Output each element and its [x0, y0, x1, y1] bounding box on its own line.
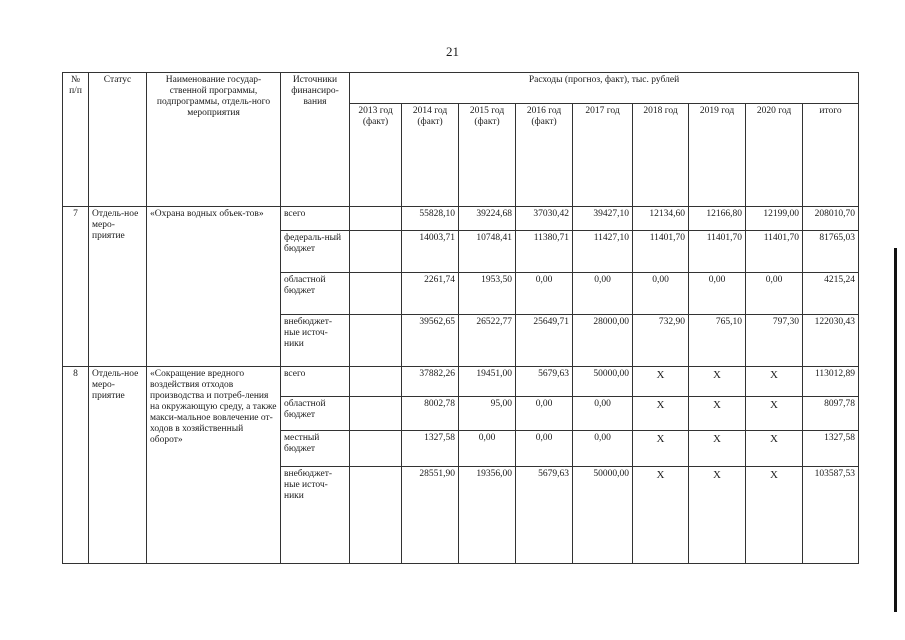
value-cell: 765,10 — [689, 315, 746, 367]
value-cell: 0,00 — [516, 431, 573, 467]
value-cell: 1327,58 — [402, 431, 459, 467]
value-cell: 11380,71 — [516, 231, 573, 273]
row-status: Отдель-ное меро-приятие — [89, 207, 147, 367]
value-cell: X — [689, 431, 746, 467]
row-source: областной бюджет — [281, 273, 350, 315]
value-cell: 39427,10 — [573, 207, 633, 231]
value-cell: 19451,00 — [459, 367, 516, 397]
value-cell: X — [689, 467, 746, 564]
value-cell: 0,00 — [573, 431, 633, 467]
value-cell — [350, 467, 402, 564]
value-cell: 25649,71 — [516, 315, 573, 367]
value-cell: 28000,00 — [573, 315, 633, 367]
value-cell: X — [689, 367, 746, 397]
value-cell: 11401,70 — [633, 231, 689, 273]
value-cell: 2261,74 — [402, 273, 459, 315]
value-cell: X — [633, 367, 689, 397]
row-program-name: «Сокращение вредного воздействия отходов производства и потреб-ления на окружающую среду, а также макси-мальное вовлечение от-ходов в хозяйственный оборот» — [147, 367, 281, 564]
row-source: внебюджет-ные источ-ники — [281, 467, 350, 564]
table-row — [63, 207, 859, 231]
budget-table — [62, 72, 859, 564]
value-cell: 39224,68 — [459, 207, 516, 231]
year-header: 2019 год — [689, 104, 746, 207]
value-cell: 11401,70 — [689, 231, 746, 273]
total-cell: 103587,53 — [803, 467, 859, 564]
value-cell: 10748,41 — [459, 231, 516, 273]
value-cell: 11427,10 — [573, 231, 633, 273]
row-source: федераль-ный бюджет — [281, 231, 350, 273]
row-number: 7 — [63, 207, 89, 367]
value-cell: 0,00 — [573, 273, 633, 315]
value-cell: X — [689, 397, 746, 431]
col-num-header: № п/п — [63, 73, 89, 207]
value-cell: X — [633, 431, 689, 467]
value-cell: 12134,60 — [633, 207, 689, 231]
value-cell: X — [746, 397, 803, 431]
year-header: 2020 год — [746, 104, 803, 207]
value-cell: 50000,00 — [573, 467, 633, 564]
value-cell: 19356,00 — [459, 467, 516, 564]
value-cell: 732,90 — [633, 315, 689, 367]
total-cell: 81765,03 — [803, 231, 859, 273]
total-cell: 122030,43 — [803, 315, 859, 367]
total-header: итого — [803, 104, 859, 207]
table-row — [63, 367, 859, 397]
row-source: внебюджет-ные источ-ники — [281, 315, 350, 367]
col-source-header: Источники финансиро-вания — [281, 73, 350, 207]
year-header: 2015 год (факт) — [459, 104, 516, 207]
value-cell: X — [746, 431, 803, 467]
value-cell: 0,00 — [516, 397, 573, 431]
value-cell: 28551,90 — [402, 467, 459, 564]
year-header: 2016 год (факт) — [516, 104, 573, 207]
value-cell — [350, 273, 402, 315]
value-cell: 50000,00 — [573, 367, 633, 397]
value-cell: 11401,70 — [746, 231, 803, 273]
value-cell: 37882,26 — [402, 367, 459, 397]
value-cell: 55828,10 — [402, 207, 459, 231]
value-cell: 0,00 — [633, 273, 689, 315]
value-cell: 14003,71 — [402, 231, 459, 273]
row-number: 8 — [63, 367, 89, 564]
year-header: 2018 год — [633, 104, 689, 207]
value-cell: 0,00 — [746, 273, 803, 315]
value-cell: 12199,00 — [746, 207, 803, 231]
total-cell: 8097,78 — [803, 397, 859, 431]
year-header: 2013 год (факт) — [350, 104, 402, 207]
row-program-name: «Охрана водных объек-тов» — [147, 207, 281, 367]
value-cell: 8002,78 — [402, 397, 459, 431]
value-cell: 0,00 — [573, 397, 633, 431]
value-cell: 37030,42 — [516, 207, 573, 231]
value-cell: X — [633, 467, 689, 564]
value-cell: 0,00 — [516, 273, 573, 315]
value-cell: 95,00 — [459, 397, 516, 431]
value-cell — [350, 231, 402, 273]
value-cell — [350, 315, 402, 367]
value-cell: X — [746, 367, 803, 397]
row-status: Отдель-ное меро-приятие — [89, 367, 147, 564]
total-cell: 4215,24 — [803, 273, 859, 315]
row-source: всего — [281, 207, 350, 231]
total-cell: 113012,89 — [803, 367, 859, 397]
value-cell: X — [746, 467, 803, 564]
col-name-header: Наименование государ-ственной программы, подпрограммы, отдель-ного мероприятия — [147, 73, 281, 207]
row-source: областной бюджет — [281, 397, 350, 431]
value-cell — [350, 397, 402, 431]
total-cell: 1327,58 — [803, 431, 859, 467]
header-row — [63, 73, 859, 104]
value-cell: 5679,63 — [516, 367, 573, 397]
value-cell: 12166,80 — [689, 207, 746, 231]
row-source: местный бюджет — [281, 431, 350, 467]
value-cell: 797,30 — [746, 315, 803, 367]
scan-edge-bar — [894, 248, 897, 612]
col-expenses-header: Расходы (прогноз, факт), тыс. рублей — [350, 73, 859, 104]
page-number: 21 — [446, 44, 459, 59]
value-cell: X — [633, 397, 689, 431]
value-cell: 39562,65 — [402, 315, 459, 367]
col-status-header: Статус — [89, 73, 147, 207]
value-cell: 1953,50 — [459, 273, 516, 315]
value-cell: 0,00 — [459, 431, 516, 467]
value-cell: 26522,77 — [459, 315, 516, 367]
total-cell: 208010,70 — [803, 207, 859, 231]
value-cell: 0,00 — [689, 273, 746, 315]
value-cell — [350, 207, 402, 231]
value-cell — [350, 367, 402, 397]
year-header: 2017 год — [573, 104, 633, 207]
row-source: всего — [281, 367, 350, 397]
value-cell: 5679,63 — [516, 467, 573, 564]
year-header: 2014 год (факт) — [402, 104, 459, 207]
value-cell — [350, 431, 402, 467]
